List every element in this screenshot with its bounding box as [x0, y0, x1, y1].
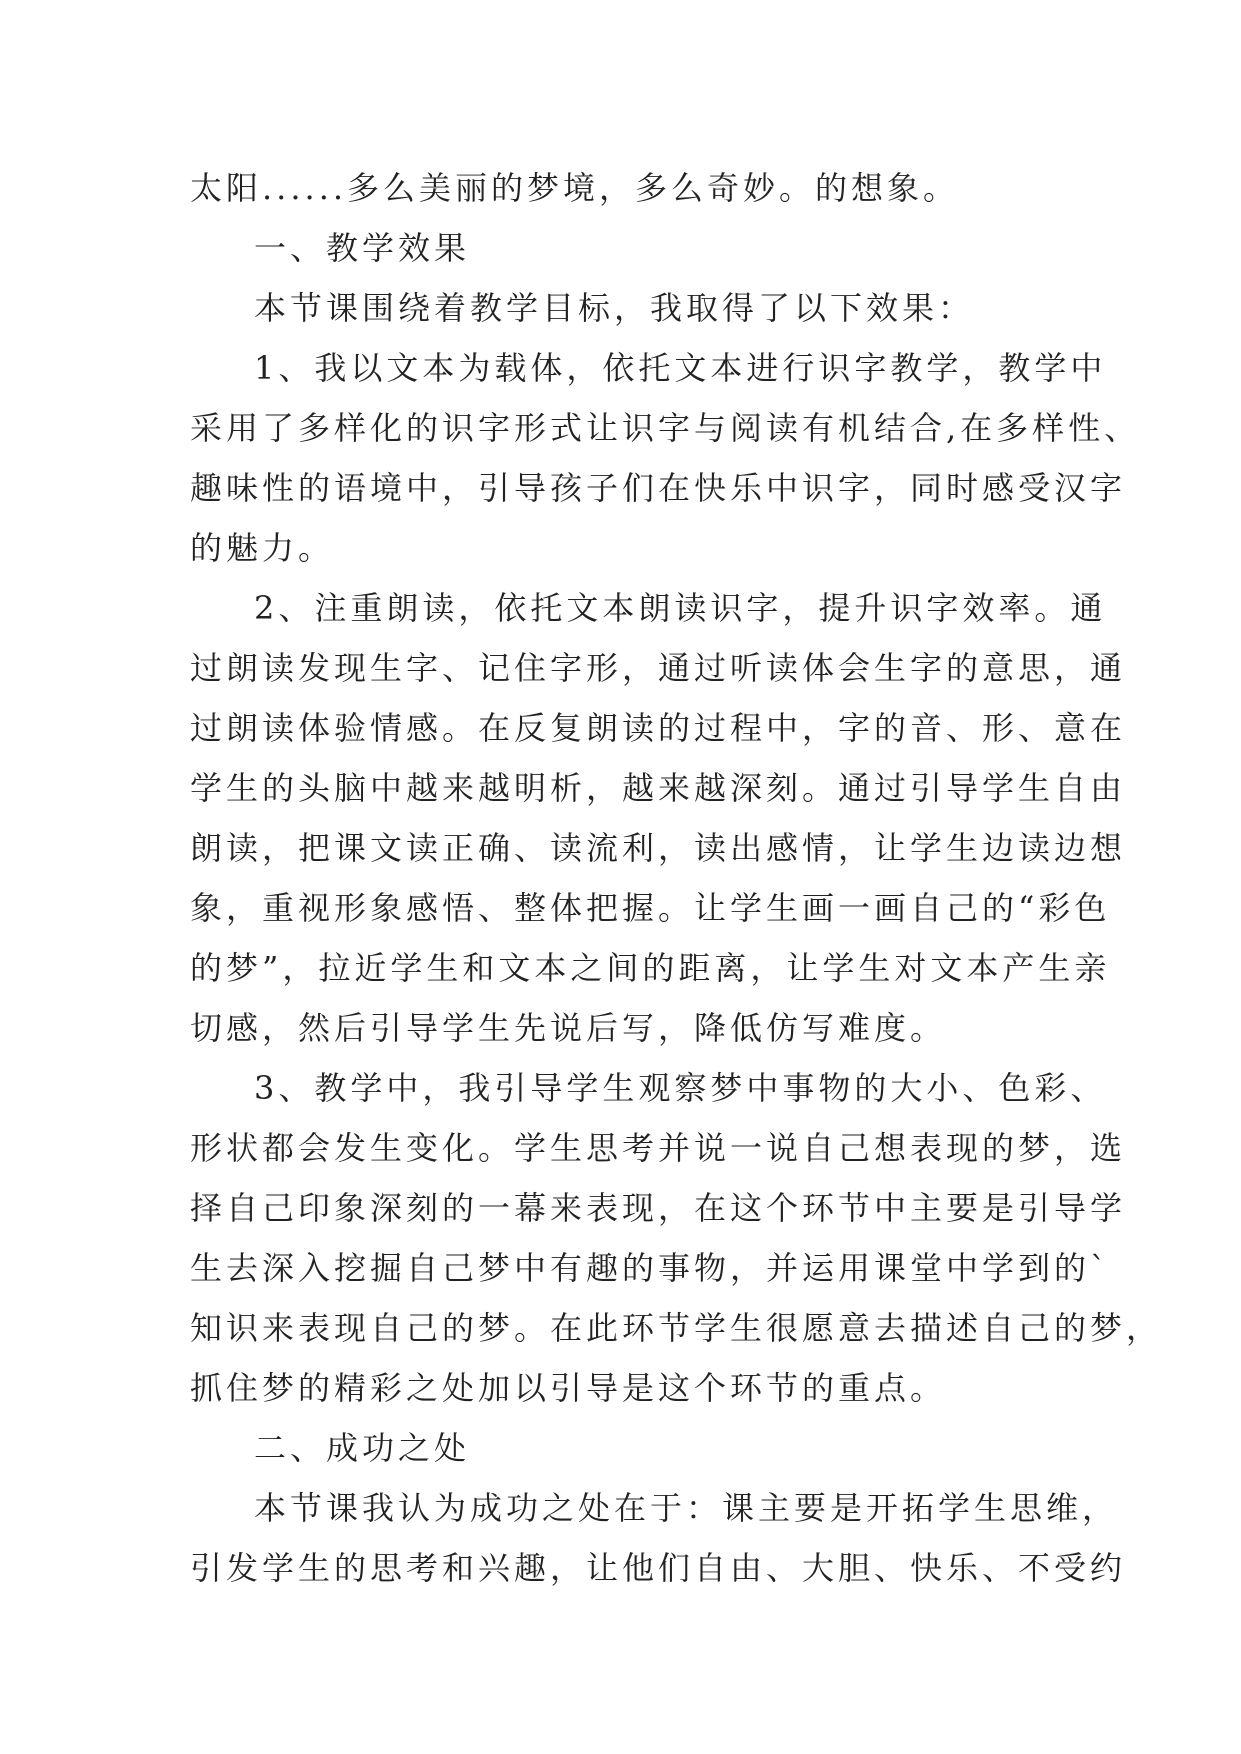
- text-line: 1、我以文本为载体，依托文本进行识字教学，教学中: [254, 349, 1107, 387]
- text-line: 择自己印象深刻的一幕来表现，在这个环节中主要是引导学: [190, 1189, 1127, 1227]
- text-line: 引发学生的思考和兴趣，让他们自由、大胆、快乐、不受约: [190, 1549, 1127, 1587]
- text-line: 的魅力。: [190, 529, 335, 567]
- document-body: [190, 158, 1163, 1598]
- text-line: 象，重视形象感悟、整体把握。让学生画一画自己的“彩色: [190, 889, 1111, 927]
- text-line: 形状都会发生变化。学生思考并说一说自己想表现的梦，选: [190, 1129, 1127, 1167]
- text-line: 知识来表现自己的梦。在此环节学生很愿意去描述自己的梦，: [190, 1309, 1163, 1347]
- text-line: 太阳......多么美丽的梦境，多么奇妙。的想象。: [190, 169, 960, 207]
- text-line: 2、注重朗读，依托文本朗读识字，提升识字效率。通: [254, 589, 1107, 627]
- text-line: 生去深入挖掘自己梦中有趣的事物，并运用课堂中学到的`: [190, 1249, 1111, 1287]
- text-line: 学生的头脑中越来越明析，越来越深刻。通过引导学生自由: [190, 769, 1127, 807]
- text-line: 过朗读发现生字、记住字形，通过听读体会生字的意思，通: [190, 649, 1127, 687]
- text-line: 趣味性的语境中，引导孩子们在快乐中识字，同时感受汉字: [190, 469, 1127, 507]
- text-line: 抓住梦的精彩之处加以引导是这个环节的重点。: [190, 1369, 947, 1407]
- text-line: 过朗读体验情感。在反复朗读的过程中，字的音、形、意在: [190, 709, 1127, 747]
- text-line: 朗读，把课文读正确、读流利，读出感情，让学生边读边想: [190, 829, 1127, 867]
- section-heading: 二、成功之处: [254, 1429, 471, 1467]
- text-line: 本节课我认为成功之处在于：课主要是开拓学生思维，: [254, 1489, 1119, 1527]
- text-line: 采用了多样化的识字形式让识字与阅读有机结合,在多样性、: [190, 409, 1141, 447]
- section-heading: 一、教学效果: [254, 229, 471, 267]
- text-line: 切感，然后引导学生先说后写，降低仿写难度。: [190, 1009, 947, 1047]
- text-line: 本节课围绕着教学目标，我取得了以下效果：: [254, 289, 975, 327]
- text-line: 的梦”，拉近学生和文本之间的距离，让学生对文本产生亲: [190, 949, 1111, 987]
- text-line: 3、教学中，我引导学生观察梦中事物的大小、色彩、: [254, 1069, 1107, 1107]
